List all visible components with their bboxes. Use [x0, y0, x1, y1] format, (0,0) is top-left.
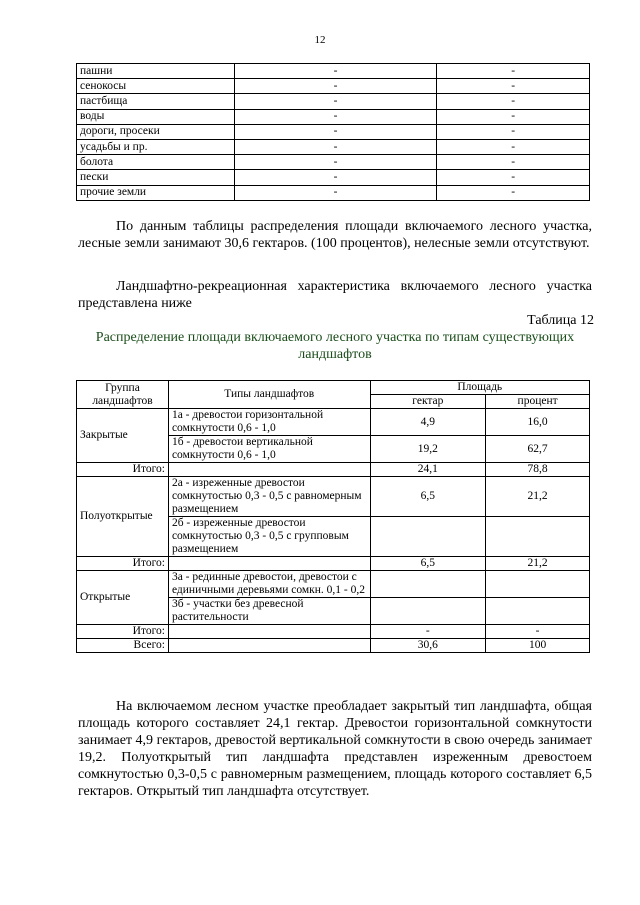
land-category-value-1: - [234, 155, 437, 170]
table-label: Таблица 12 [527, 313, 594, 328]
land-category-value-1: - [234, 64, 437, 79]
table-row [77, 94, 590, 109]
table-row [77, 109, 590, 124]
land-category-value-2: - [437, 124, 590, 139]
paragraph-landscape-intro: Ландшафтно-рекреационная характеристика включаемого лесного участка представлена ниже [78, 279, 592, 311]
land-category-value-2: - [437, 139, 590, 154]
subtotal-row [77, 625, 590, 639]
table-row [77, 139, 590, 154]
type-3b: 3б - участки без древесной растительности [168, 598, 370, 625]
subtotal-label: Итого: [77, 625, 169, 639]
header-group: Группа ландшафтов [77, 381, 169, 409]
page-number: 12 [314, 34, 326, 46]
land-category-value-2: - [437, 64, 590, 79]
land-category-name: дороги, просеки [77, 124, 235, 139]
land-category-table [76, 63, 590, 201]
paragraph-landscape-analysis: На включаемом лесном участке преобладает закрытый тип ландшафта, общая площадь которого составляет 24,1 гектар. Древостои горизонтальной сомкнутости занимает 4,9 гектаров, древостой вертикальной сомкнутости в свою очередь занимает 19,2. Полуоткрытый тип ландшафта представлен изреженным древостоем сомкнутостью 0,3-0,5 с равномерным размещением, площадь которого составляет 6,5 гектаров. Открытый тип ландшафта отсутствует. [78, 699, 592, 799]
subtotal-row [77, 557, 590, 571]
closed-total-hectare: 24,1 [370, 463, 486, 477]
land-category-value-1: - [234, 79, 437, 94]
land-category-value-2: - [437, 94, 590, 109]
land-category-value-2: - [437, 109, 590, 124]
header-types: Типы ландшафтов [168, 381, 370, 409]
land-category-value-2: - [437, 155, 590, 170]
land-category-value-1: - [234, 109, 437, 124]
type-2b: 2б - изреженные древостои сомкнутостью 0,3 - 0,5 с групповым размещением [168, 517, 370, 557]
land-category-value-2: - [437, 185, 590, 200]
type-3a: 3а - рединные древостои, древостои с единичными деревьями сомкн. 0,1 - 0,2 [168, 571, 370, 598]
header-area: Площадь [370, 381, 590, 395]
open-total-hectare: - [370, 625, 486, 639]
table-caption: Распределение площади включаемого лесного участка по типам существующих ландшафтов [95, 330, 575, 362]
subtotal-label: Итого: [77, 463, 169, 477]
table-row [77, 155, 590, 170]
group-closed: Закрытые [77, 409, 169, 463]
table-row [77, 571, 590, 598]
grand-total-label: Всего: [77, 639, 169, 653]
type-2a: 2а - изреженные древостои сомкнутостью 0,3 - 0,5 с равномерным размещением [168, 477, 370, 517]
table-row [77, 477, 590, 517]
table-row [77, 185, 590, 200]
landscape-distribution-table [76, 380, 590, 653]
grand-total-percent: 100 [486, 639, 590, 653]
table-row [77, 79, 590, 94]
land-category-name: сенокосы [77, 79, 235, 94]
land-category-value-1: - [234, 170, 437, 185]
group-semi-open: Полуоткрытые [77, 477, 169, 557]
table-row [77, 170, 590, 185]
paragraph-forest-land-summary: По данным таблицы распределения площади включаемого лесного участка, лесные земли занимают 30,6 гектаров. (100 процентов), нелесные земли отсутствуют. [78, 219, 592, 251]
subtotal-label: Итого: [77, 557, 169, 571]
land-category-value-1: - [234, 139, 437, 154]
land-category-value-2: - [437, 79, 590, 94]
semi-total-percent: 21,2 [486, 557, 590, 571]
table-row [77, 124, 590, 139]
closed-total-percent: 78,8 [486, 463, 590, 477]
subtotal-row [77, 463, 590, 477]
type-1b: 1б - древостои вертикальной сомкнутости 0,6 - 1,0 [168, 436, 370, 463]
land-category-name: болота [77, 155, 235, 170]
table-row [77, 409, 590, 436]
land-category-name: усадьбы и пр. [77, 139, 235, 154]
land-category-name: прочие земли [77, 185, 235, 200]
group-open: Открытые [77, 571, 169, 625]
cell-1b-percent: 62,7 [486, 436, 590, 463]
land-category-name: пашни [77, 64, 235, 79]
land-category-name: пески [77, 170, 235, 185]
cell-1b-hectare: 19,2 [370, 436, 486, 463]
land-category-value-1: - [234, 94, 437, 109]
table-row [77, 64, 590, 79]
land-category-name: воды [77, 109, 235, 124]
grand-total-row [77, 639, 590, 653]
cell-1a-hectare: 4,9 [370, 409, 486, 436]
land-category-value-2: - [437, 170, 590, 185]
semi-total-hectare: 6,5 [370, 557, 486, 571]
table-header-row [77, 381, 590, 395]
cell-1a-percent: 16,0 [486, 409, 590, 436]
land-category-name: пастбища [77, 94, 235, 109]
type-1a: 1а - древостои горизонтальной сомкнутости 0,6 - 1,0 [168, 409, 370, 436]
land-category-value-1: - [234, 185, 437, 200]
cell-2a-hectare: 6,5 [370, 477, 486, 517]
header-percent: процент [486, 395, 590, 409]
header-hectare: гектар [370, 395, 486, 409]
land-category-value-1: - [234, 124, 437, 139]
open-total-percent: - [486, 625, 590, 639]
cell-2a-percent: 21,2 [486, 477, 590, 517]
grand-total-hectare: 30,6 [370, 639, 486, 653]
